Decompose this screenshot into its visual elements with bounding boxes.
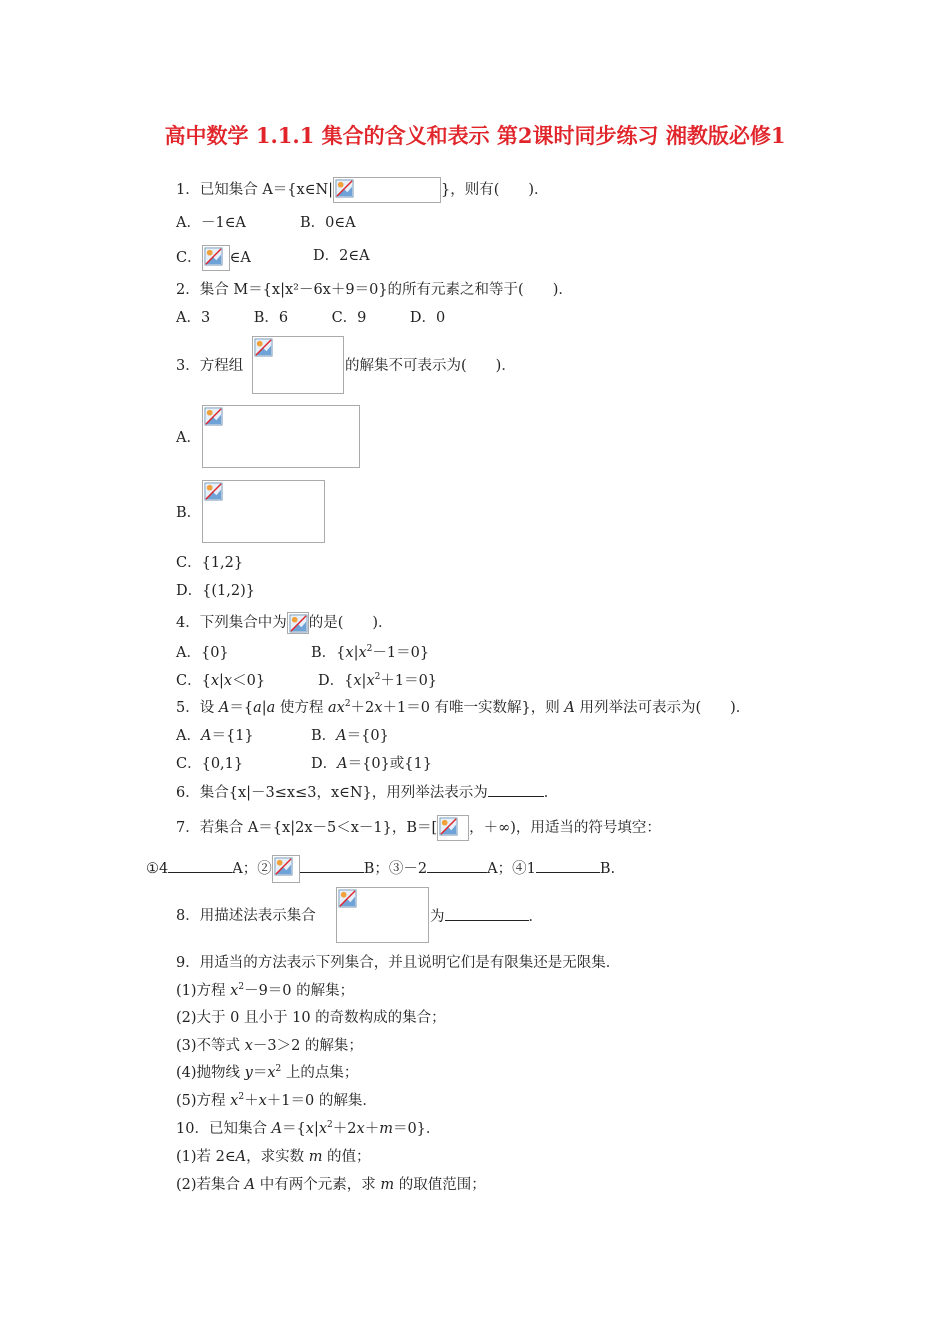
answer-blank[interactable] xyxy=(168,858,232,873)
q1-option-b: B．0∈A xyxy=(300,215,356,231)
answer-blank[interactable] xyxy=(445,906,529,921)
answer-blank[interactable] xyxy=(536,858,600,873)
q4-option-c: C．{x|x＜0} xyxy=(176,673,266,689)
q9-item: (2)大于 0 且小于 10 的奇数构成的集合； xyxy=(176,1010,446,1026)
q5-option-c: C．{0,1} xyxy=(176,756,244,772)
q1-option-c: C． ∈A xyxy=(176,245,251,271)
q3-option-c: C．{1,2} xyxy=(176,555,244,571)
q1-option-d: D．2∈A xyxy=(313,248,370,264)
question-4: 4．下列集合中为 的是( )． xyxy=(176,612,393,634)
q3-suffix: 的解集不可表示为( )． xyxy=(345,358,516,374)
answer-blank[interactable] xyxy=(300,858,364,873)
equation-system-image xyxy=(252,336,344,394)
q4-option-d: D．$\{x|x^2+1=0\}$ xyxy=(318,672,438,689)
q3-option-b: B． xyxy=(176,505,202,521)
q7-fill-blanks: ①4 A；② B；③－2 A；④1 B. xyxy=(146,855,615,883)
q5-option-d: D．A＝{0}或{1} xyxy=(311,756,432,772)
answer-blank[interactable] xyxy=(427,858,487,873)
broken-image-icon xyxy=(202,245,230,271)
q9-item: (3)不等式 x－3＞2 的解集； xyxy=(176,1038,363,1054)
question-5: 5．设 A＝{a|a 使方程 $ax^2+2x+1=0$ 有唯一实数解}，则 A 用列举法可表示为( )． xyxy=(176,699,751,716)
q4-option-b: B．$\{x|x^2-1=0\}$ xyxy=(311,644,430,661)
q9-item: (4)抛物线 $y=x^2$ 上的点集； xyxy=(176,1064,359,1081)
q8-suffix: 为 ． xyxy=(430,906,543,927)
question-2: 2．集合 M＝{x|x²－6x＋9＝0}的所有元素之和等于( )． xyxy=(176,282,573,298)
q5-option-b: B．A＝{0} xyxy=(311,728,389,744)
q2-options: A．3 B．6 C．9 D．0 xyxy=(176,310,446,326)
q1-option-a: A．－1∈A xyxy=(176,215,246,231)
set-image xyxy=(336,887,429,943)
question-7: 7．若集合 A＝{x|2x－5＜x－1}，B＝[ ，＋∞)，用适当的符号填空： xyxy=(176,815,661,841)
fraction-image xyxy=(272,855,300,883)
q3-option-a-image xyxy=(202,405,360,468)
question-10: 10．已知集合 $A=\{x|x^2+2x+m=0\}$． xyxy=(176,1120,441,1137)
q3-option-d: D．{(1,2)} xyxy=(176,583,255,599)
q3-option-b-image xyxy=(202,480,325,543)
q3-option-a: A． xyxy=(176,430,201,446)
q9-item: (5)方程 $x^2+x+1=0$ 的解集． xyxy=(176,1092,377,1109)
question-1: 1．已知集合 A＝{x∈N| }，则有( )． xyxy=(176,177,549,203)
q5-option-a: A．A＝{1} xyxy=(176,728,254,744)
q10-item: (2)若集合 A 中有两个元素，求 m 的取值范围； xyxy=(176,1177,486,1193)
broken-image-icon xyxy=(333,177,441,203)
q10-item: (1)若 2∈A，求实数 m 的值； xyxy=(176,1149,371,1165)
empty-set-image xyxy=(287,612,309,634)
answer-blank[interactable] xyxy=(488,782,544,797)
q9-item: (1)方程 $x^2-9=0$ 的解集； xyxy=(176,982,355,999)
question-6: 6．集合{x|－3≤x≤3，x∈N}，用列举法表示为 ． xyxy=(176,782,558,803)
interval-endpoint-image xyxy=(437,815,469,841)
question-9: 9．用适当的方法表示下列集合，并且说明它们是有限集还是无限集． xyxy=(176,955,621,971)
document-title: 高中数学 1.1.1 集合的含义和表示 第2课时同步练习 湘教版必修1 xyxy=(164,123,786,148)
q3-prefix: 3．方程组 xyxy=(176,358,244,374)
q8-prefix: 8．用描述法表示集合 xyxy=(176,908,316,924)
q4-option-a: A．{0} xyxy=(176,645,229,661)
